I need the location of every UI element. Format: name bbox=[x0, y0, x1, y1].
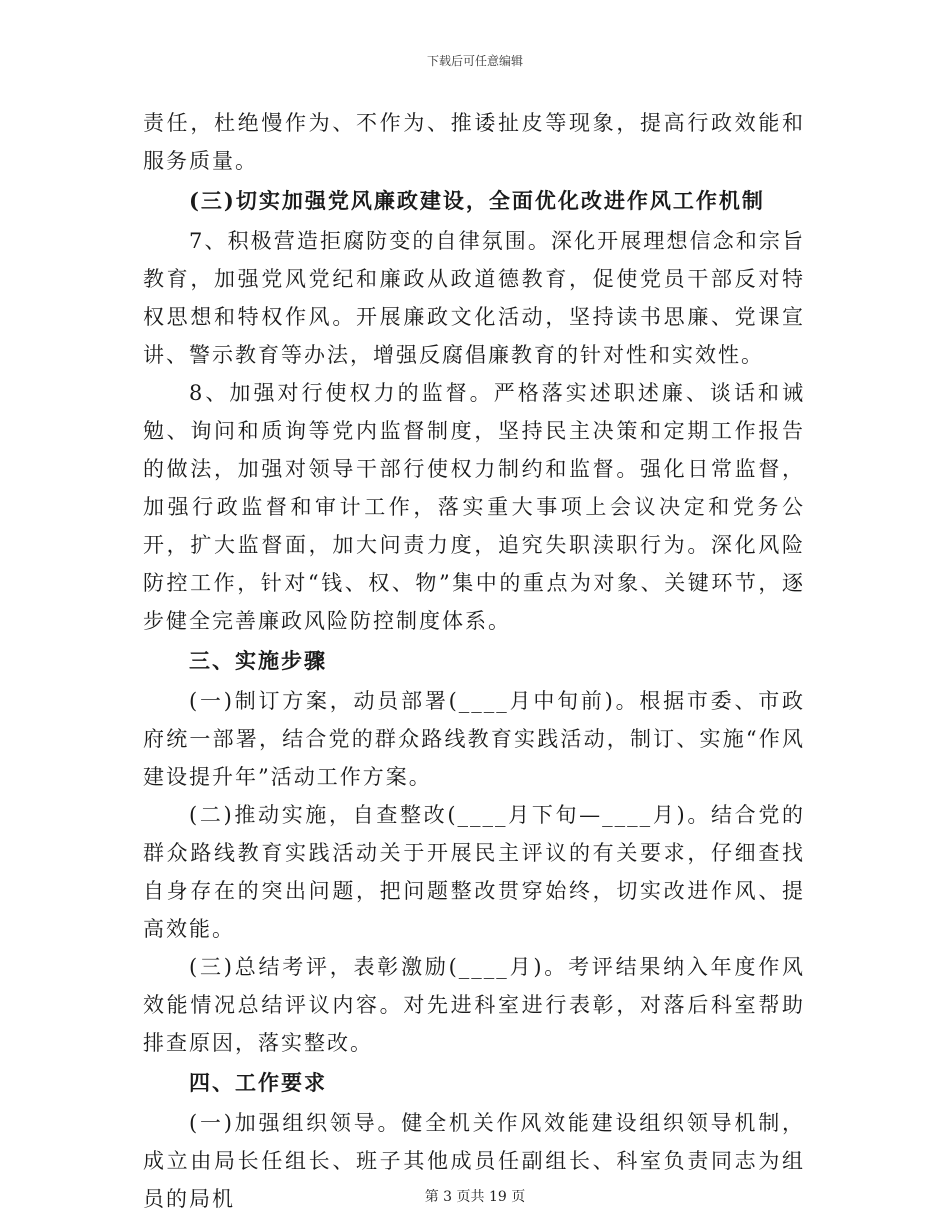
section-heading-implementation: 三、实施步骤 bbox=[189, 648, 327, 673]
page-header: 下载后可任意编辑 bbox=[426, 54, 523, 68]
paragraph-requirement-1: (一)加强组织领导。健全机关作风效能建设组织领导机制，成立由局长任组长、班子其他成员任副组长、科室负责同志为组员的局机 bbox=[143, 1111, 805, 1211]
page-number: 第 3 页共 19 页 bbox=[424, 1189, 526, 1205]
paragraph-step-2: (二)推动实施，自查整改(____月下旬—____月)。结合党的群众路线教育实践活动关于开展民主评议的有关要求，仔细查找自身存在的突出问题，把问题整改贯穿始终，切实改进作风、提高效能。 bbox=[143, 803, 805, 941]
section-heading-3: (三)切实加强党风廉政建设，全面优化改进作风工作机制 bbox=[189, 188, 765, 213]
paragraph-step-1: (一)制订方案，动员部署(____月中旬前)。根据市委、市政府统一部署，结合党的群众路线教育实践活动，制订、实施“作风建设提升年”活动工作方案。 bbox=[143, 689, 805, 789]
paragraph-item-7: 7、积极营造拒腐防变的自律氛围。深化开展理想信念和宗旨教育，加强党风党纪和廉政从政道德教育，促使党员干部反对特权思想和特权作风。开展廉政文化活动，坚持读书思廉、党课宣讲、警示教育等办法，增强反腐倡廉教育的针对性和实效性。 bbox=[143, 229, 805, 367]
document-body bbox=[143, 104, 805, 1218]
paragraph-step-3: (三)总结考评，表彰激励(____月)。考评结果纳入年度作风效能情况总结评议内容。对先进科室进行表彰，对落后科室帮助排查原因，落实整改。 bbox=[143, 955, 805, 1055]
paragraph-continued: 责任，杜绝慢作为、不作为、推诿扯皮等现象，提高行政效能和服务质量。 bbox=[143, 111, 805, 173]
paragraph-item-8: 8、加强对行使权力的监督。严格落实述职述廉、谈话和诫勉、询问和质询等党内监督制度，坚持民主决策和定期工作报告的做法，加强对领导干部行使权力制约和监督。强化日常监督，加强行政监督和审计工作，落实重大事项上会议决定和党务公开，扩大监督面，加大问责力度，追究失职渎职行为。深化风险防控工作，针对“钱、权、物”集中的重点为对象、关键环节，逐步健全完善廉政风险防控制度体系。 bbox=[143, 381, 805, 633]
section-heading-requirements: 四、工作要求 bbox=[189, 1070, 327, 1095]
